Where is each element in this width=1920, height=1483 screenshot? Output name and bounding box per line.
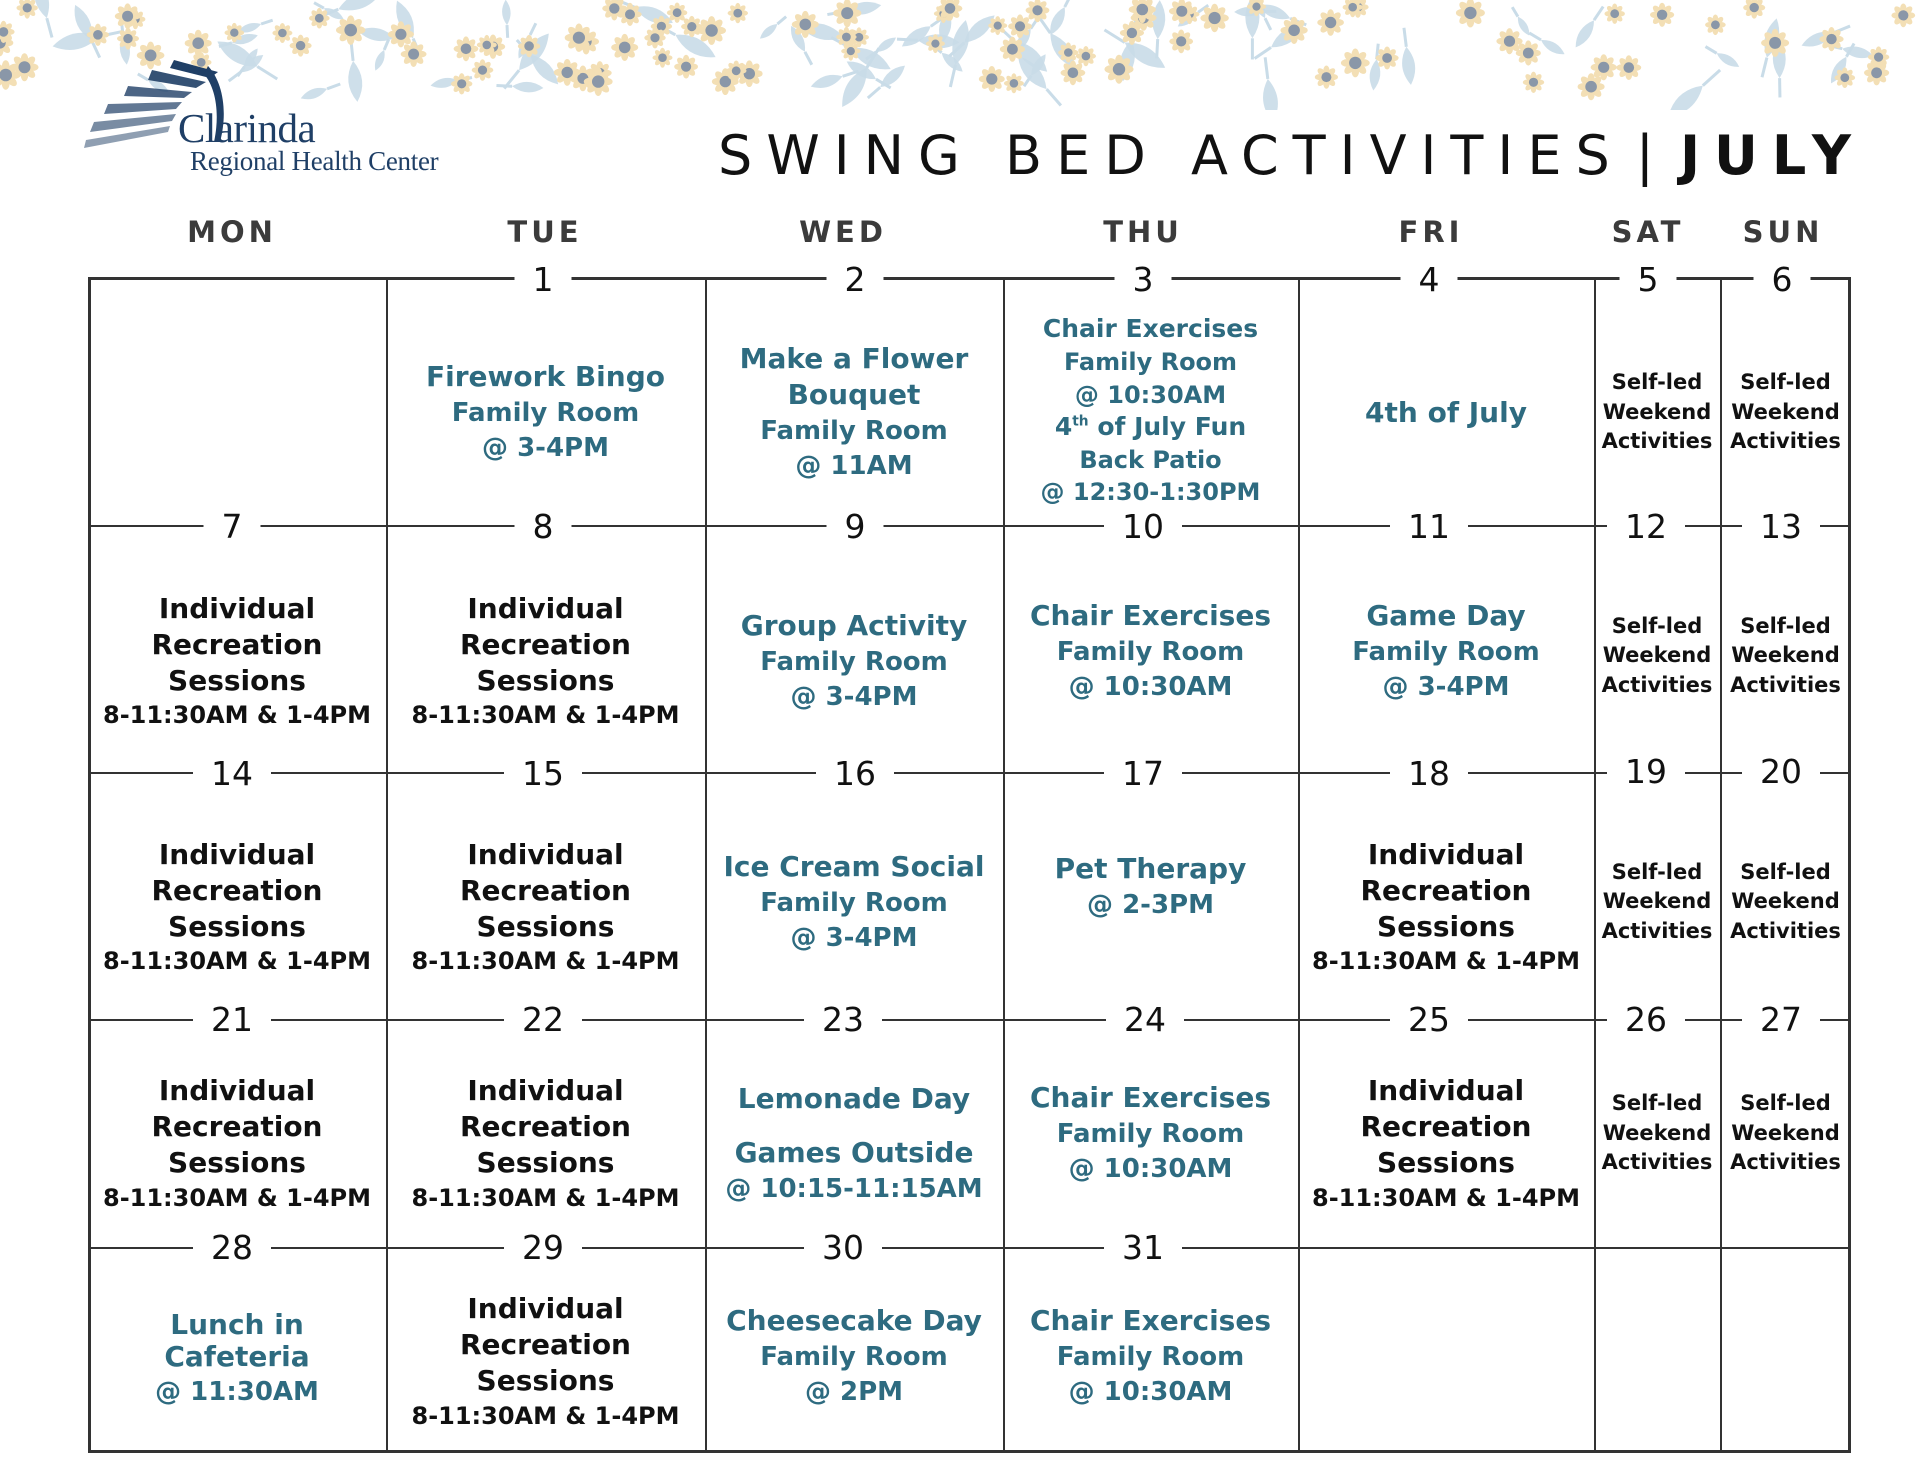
weekend-line3: Activities bbox=[1730, 429, 1841, 454]
day-number: 14 bbox=[193, 754, 271, 794]
event-location: Family Room bbox=[1352, 636, 1540, 667]
day-number: 20 bbox=[1742, 752, 1820, 792]
day-number: 28 bbox=[193, 1228, 271, 1268]
event-title: Lemonade Day bbox=[737, 1082, 971, 1116]
event-cell-31 bbox=[1003, 1265, 1298, 1448]
weekend-line3: Activities bbox=[1601, 1150, 1713, 1175]
event-title-2 bbox=[1055, 411, 1246, 443]
day-number: 24 bbox=[1106, 1000, 1184, 1040]
day-number: 5 bbox=[1620, 260, 1677, 300]
weekend-line3: Activities bbox=[1730, 672, 1841, 697]
event-title: Chair Exercises bbox=[1029, 598, 1272, 632]
event-location: Family Room bbox=[760, 887, 948, 918]
event-time-2: @ 12:30-1:30PM bbox=[1040, 478, 1261, 507]
event-location: Family Room bbox=[760, 1342, 948, 1373]
day-number: 1 bbox=[515, 260, 572, 300]
weekday-wed: WED bbox=[799, 215, 887, 249]
grid-line bbox=[88, 277, 1851, 280]
event-title: Individual bbox=[467, 591, 624, 625]
event-title: Individual bbox=[158, 1074, 316, 1108]
event-time: @ 3-4PM bbox=[790, 922, 918, 953]
event-cell-24 bbox=[1003, 1030, 1298, 1237]
event-time: @ 11:30AM bbox=[155, 1376, 319, 1407]
event-cell-3 bbox=[1003, 296, 1298, 525]
weekday-tue: TUE bbox=[507, 215, 583, 249]
event-title-line3: Sessions bbox=[476, 1364, 615, 1398]
event-cell-4 bbox=[1298, 300, 1594, 525]
event-time: 8-11:30AM & 1-4PM bbox=[103, 1183, 371, 1212]
event-cell-1 bbox=[386, 300, 705, 525]
weekend-line2: Weekend bbox=[1731, 643, 1840, 668]
grid-line bbox=[88, 525, 1851, 527]
event-title: Individual bbox=[467, 837, 624, 871]
event-time: 8-11:30AM & 1-4PM bbox=[103, 701, 371, 730]
event-title-line2: Recreation bbox=[460, 873, 631, 907]
event-title: Firework Bingo bbox=[426, 360, 665, 394]
weekend-line2: Weekend bbox=[1602, 889, 1712, 914]
event-title: Pet Therapy bbox=[1054, 852, 1247, 886]
event-title-line3: Sessions bbox=[168, 909, 306, 943]
event-time: @ 10:30AM bbox=[1074, 380, 1227, 409]
grid-line bbox=[88, 772, 1851, 774]
event-title-line3: Sessions bbox=[168, 663, 306, 697]
event-location: Family Room bbox=[1056, 1119, 1245, 1150]
weekend-line1: Self-led bbox=[1611, 370, 1703, 395]
event-title: Individual bbox=[467, 1292, 624, 1326]
day-number: 6 bbox=[1754, 260, 1811, 300]
event-cell-22 bbox=[386, 1040, 705, 1247]
day-number: 17 bbox=[1104, 754, 1182, 794]
event-title-line3: Sessions bbox=[1377, 1146, 1515, 1180]
event-time: @ 2PM bbox=[804, 1377, 904, 1408]
event-title-2-suffix: th bbox=[1072, 413, 1089, 430]
weekend-line2: Weekend bbox=[1731, 1120, 1840, 1145]
weekend-line1: Self-led bbox=[1611, 1091, 1703, 1116]
weekend-line3: Activities bbox=[1730, 918, 1841, 943]
weekday-thu: THU bbox=[1103, 215, 1183, 249]
event-time: 8-11:30AM & 1-4PM bbox=[411, 947, 680, 976]
day-number: 11 bbox=[1390, 507, 1468, 547]
weekend-line1: Self-led bbox=[1611, 613, 1703, 638]
event-title-2: Games Outside bbox=[734, 1135, 974, 1169]
day-number: 19 bbox=[1607, 752, 1685, 792]
weekend-line3: Activities bbox=[1601, 429, 1713, 454]
event-cell-17 bbox=[1003, 775, 1298, 999]
event-time: @ 3-4PM bbox=[790, 681, 918, 712]
weekend-cell-13 bbox=[1720, 545, 1851, 767]
weekend-line3: Activities bbox=[1601, 918, 1713, 943]
event-title-line2: Recreation bbox=[1360, 1110, 1532, 1144]
event-time: @ 10:30AM bbox=[1068, 671, 1233, 702]
weekend-cell-12 bbox=[1594, 545, 1720, 767]
event-cell-28 bbox=[88, 1265, 386, 1453]
day-number: 15 bbox=[504, 754, 582, 794]
event-cell-10 bbox=[1003, 540, 1298, 762]
event-cell-11 bbox=[1298, 540, 1594, 762]
weekend-line2: Weekend bbox=[1602, 399, 1712, 424]
event-title-line2: Recreation bbox=[151, 1110, 323, 1144]
event-title-2-rest: of July Fun bbox=[1088, 411, 1247, 441]
event-title-line2: Cafeteria bbox=[164, 1340, 310, 1374]
event-location: Family Room bbox=[760, 646, 948, 677]
weekday-sat: SAT bbox=[1611, 215, 1685, 249]
event-cell-25 bbox=[1298, 1040, 1594, 1247]
day-number: 29 bbox=[504, 1228, 582, 1268]
title-separator: | bbox=[1635, 124, 1668, 187]
event-location: Family Room bbox=[760, 416, 948, 447]
event-title-line2: Recreation bbox=[151, 873, 323, 907]
event-title: Chair Exercises bbox=[1042, 314, 1259, 344]
weekend-cell-5 bbox=[1594, 300, 1720, 525]
weekend-cell-27 bbox=[1720, 1030, 1851, 1237]
event-title-line3: Sessions bbox=[476, 1146, 615, 1180]
event-cell-23 bbox=[705, 1040, 1003, 1247]
event-title-line2: Recreation bbox=[460, 1328, 631, 1362]
event-time: 8-11:30AM & 1-4PM bbox=[411, 1401, 680, 1430]
event-title: Individual bbox=[1367, 1074, 1525, 1108]
event-title: Individual bbox=[467, 1074, 624, 1108]
event-cell-9 bbox=[705, 550, 1003, 772]
weekend-line3: Activities bbox=[1730, 1150, 1841, 1175]
day-number: 8 bbox=[515, 507, 572, 547]
day-number: 30 bbox=[804, 1228, 882, 1268]
day-number: 26 bbox=[1607, 1000, 1685, 1040]
event-title-line3: Sessions bbox=[476, 909, 615, 943]
event-cell-21 bbox=[88, 1040, 386, 1247]
event-cell-14 bbox=[88, 795, 386, 1019]
event-location: Family Room bbox=[1056, 636, 1245, 667]
event-time: 8-11:30AM & 1-4PM bbox=[411, 701, 680, 730]
day-number: 25 bbox=[1390, 1000, 1468, 1040]
event-cell-16 bbox=[705, 790, 1003, 1014]
event-title: Individual bbox=[1367, 837, 1525, 871]
event-title-line2: Bouquet bbox=[787, 378, 921, 412]
event-time: @ 2-3PM bbox=[1087, 890, 1214, 921]
event-title-line3: Sessions bbox=[476, 663, 615, 697]
event-title-line3: Sessions bbox=[168, 1146, 306, 1180]
event-title-line2: Recreation bbox=[460, 1110, 631, 1144]
event-location: Family Room bbox=[451, 398, 640, 429]
event-title: Cheesecake Day bbox=[726, 1304, 982, 1338]
day-number: 18 bbox=[1390, 754, 1468, 794]
event-title: Individual bbox=[158, 837, 316, 871]
event-time: @ 11AM bbox=[795, 451, 913, 482]
day-number: 13 bbox=[1742, 507, 1820, 547]
event-title-line2: Recreation bbox=[1360, 873, 1532, 907]
weekend-line3: Activities bbox=[1601, 672, 1713, 697]
weekend-line1: Self-led bbox=[1740, 613, 1831, 638]
event-title: Game Day bbox=[1366, 598, 1526, 632]
day-number: 3 bbox=[1115, 260, 1172, 300]
event-time: @ 3-4PM bbox=[482, 433, 609, 464]
event-time: @ 10:30AM bbox=[1068, 1154, 1233, 1185]
day-number: 27 bbox=[1742, 1000, 1820, 1040]
weekend-line2: Weekend bbox=[1731, 889, 1840, 914]
weekend-cell-6 bbox=[1720, 300, 1851, 525]
event-title: Individual bbox=[158, 591, 316, 625]
logo-subtitle: Regional Health Center bbox=[190, 146, 439, 176]
event-time: @ 10:30AM bbox=[1068, 1377, 1233, 1408]
event-title: Make a Flower bbox=[739, 342, 969, 376]
event-cell-7 bbox=[88, 550, 386, 772]
grid-line bbox=[88, 1019, 1851, 1021]
day-number: 21 bbox=[193, 1000, 271, 1040]
weekend-line1: Self-led bbox=[1740, 859, 1831, 884]
weekend-line1: Self-led bbox=[1740, 1091, 1831, 1116]
day-number: 12 bbox=[1607, 507, 1685, 547]
weekend-line2: Weekend bbox=[1602, 1120, 1712, 1145]
event-title: Chair Exercises bbox=[1029, 1081, 1272, 1115]
event-title: Lunch in bbox=[170, 1308, 304, 1342]
logo-name: Clarinda bbox=[178, 105, 316, 151]
day-number: 16 bbox=[816, 754, 894, 794]
event-title: 4th of July bbox=[1365, 395, 1527, 429]
event-title-line2: Recreation bbox=[151, 627, 323, 661]
event-title-line3: Sessions bbox=[1377, 909, 1515, 943]
event-title-2-num: 4 bbox=[1054, 411, 1073, 441]
event-time: @ 3-4PM bbox=[1382, 671, 1510, 702]
day-number: 4 bbox=[1401, 260, 1458, 300]
weekend-line2: Weekend bbox=[1602, 643, 1712, 668]
weekend-cell-20 bbox=[1720, 790, 1851, 1014]
event-time: 8-11:30AM & 1-4PM bbox=[1312, 947, 1580, 976]
day-number: 2 bbox=[827, 260, 884, 300]
weekend-line2: Weekend bbox=[1731, 399, 1840, 424]
event-cell-29 bbox=[386, 1270, 705, 1453]
grid-line bbox=[88, 1247, 1851, 1249]
title-month: JULY bbox=[1679, 124, 1865, 187]
event-cell-18 bbox=[1298, 795, 1594, 1019]
day-number: 10 bbox=[1104, 507, 1182, 547]
weekend-line1: Self-led bbox=[1611, 859, 1703, 884]
weekday-mon: MON bbox=[187, 215, 277, 249]
event-time: @ 10:15-11:15AM bbox=[725, 1173, 983, 1204]
event-location: Family Room bbox=[1063, 348, 1238, 377]
event-time: 8-11:30AM & 1-4PM bbox=[103, 947, 371, 976]
event-title: Ice Cream Social bbox=[723, 849, 985, 883]
event-cell-15 bbox=[386, 795, 705, 1019]
event-cell-2 bbox=[705, 300, 1003, 525]
day-number: 22 bbox=[504, 1000, 582, 1040]
title-text: SWING BED ACTIVITIES bbox=[718, 124, 1624, 187]
day-number: 31 bbox=[1104, 1228, 1182, 1268]
day-number: 9 bbox=[827, 507, 884, 547]
event-title-line2: Recreation bbox=[460, 627, 631, 661]
weekend-line1: Self-led bbox=[1740, 370, 1831, 395]
event-location-2: Back Patio bbox=[1079, 445, 1222, 474]
event-time: 8-11:30AM & 1-4PM bbox=[1312, 1183, 1580, 1212]
event-title: Group Activity bbox=[740, 608, 968, 642]
event-cell-30 bbox=[705, 1265, 1003, 1448]
day-number: 7 bbox=[204, 507, 261, 547]
event-title: Chair Exercises bbox=[1029, 1304, 1272, 1338]
weekday-fri: FRI bbox=[1398, 215, 1464, 249]
event-location: Family Room bbox=[1056, 1342, 1245, 1373]
event-time: 8-11:30AM & 1-4PM bbox=[411, 1183, 680, 1212]
event-cell-8 bbox=[386, 550, 705, 772]
weekend-cell-26 bbox=[1594, 1030, 1720, 1237]
weekday-sun: SUN bbox=[1742, 215, 1824, 249]
weekend-cell-19 bbox=[1594, 790, 1720, 1014]
day-number: 23 bbox=[804, 1000, 882, 1040]
